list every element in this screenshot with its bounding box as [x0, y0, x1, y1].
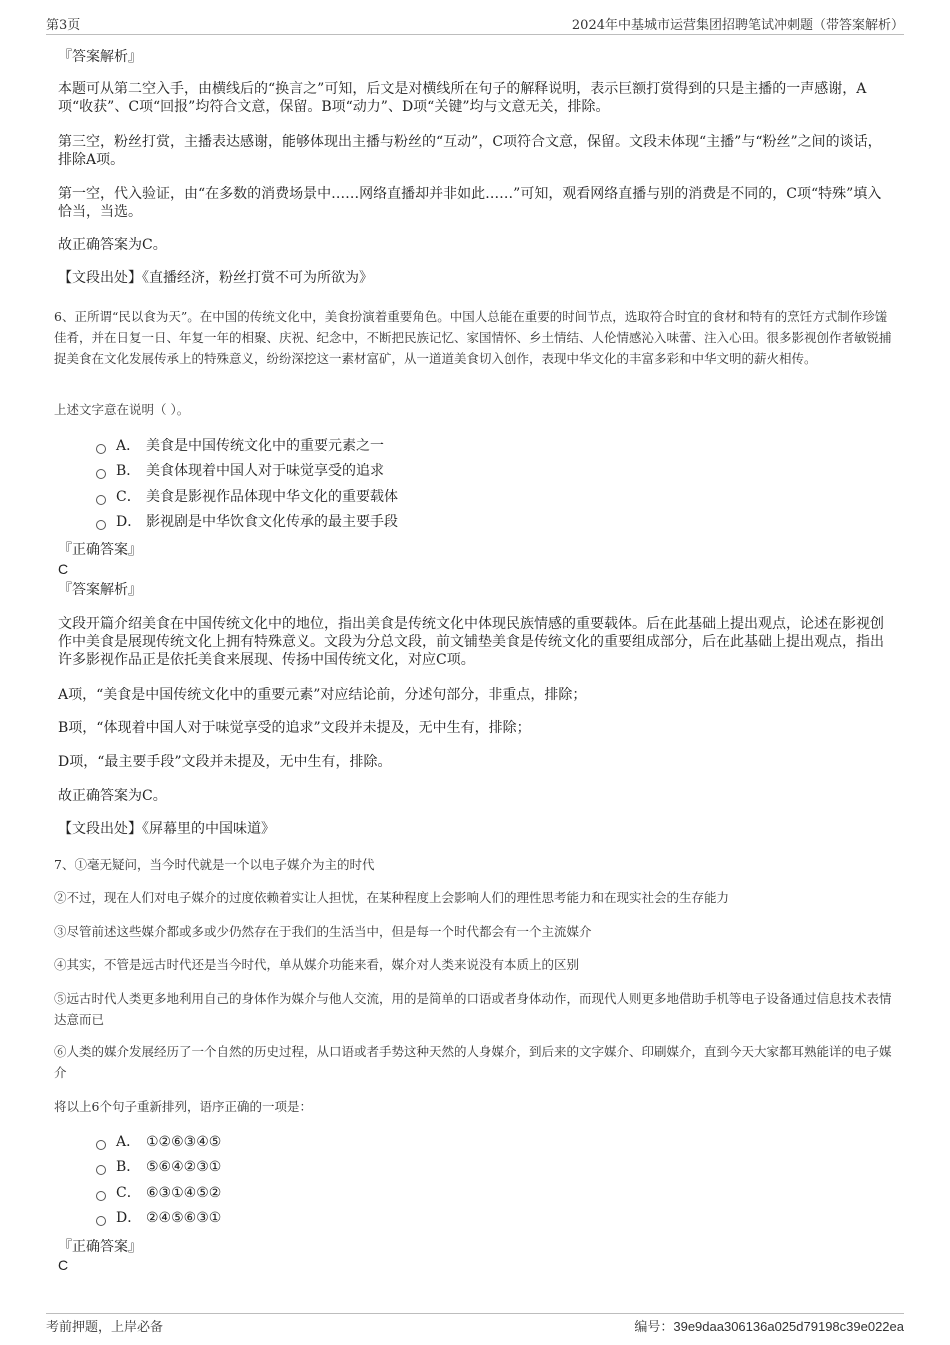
explain-paragraph: B项，“体现着中国人对于味觉享受的追求”文段并未提及，无中生有，排除；: [58, 720, 531, 736]
radio-icon[interactable]: [96, 1191, 106, 1201]
explain-conclusion: 故正确答案为C。: [58, 237, 167, 253]
question-7-sentence: ③尽管前述这些媒介都或多或少仍然存在于我们的生活当中，但是每一个时代都会有一个主流媒介: [54, 924, 592, 939]
explain-paragraph: D项，“最主要手段”文段并未提及，无中生有，排除。: [58, 754, 392, 770]
radio-icon[interactable]: [96, 495, 106, 505]
question-7-option-c[interactable]: C． ⑥③①④⑤②: [96, 1184, 221, 1202]
source-citation: 【文段出处】《屏幕里的中国味道》: [58, 821, 275, 837]
explain-label: 『答案解析』: [58, 582, 142, 598]
question-6-option-b[interactable]: B． 美食体现着中国人对于味觉享受的追求: [96, 462, 384, 480]
radio-icon[interactable]: [96, 469, 106, 479]
radio-icon[interactable]: [96, 1165, 106, 1175]
page-number: 第3页: [46, 18, 81, 33]
question-6-option-a[interactable]: A． 美食是中国传统文化中的重要元素之一: [96, 437, 384, 455]
answer-label: 『正确答案』: [58, 542, 142, 558]
radio-icon[interactable]: [96, 520, 106, 530]
question-7-option-a[interactable]: A． ①②⑥③④⑤: [96, 1133, 221, 1151]
question-7-sentence: ⑤远古时代人类更多地利用自己的身体作为媒介与他人交流，用的是简单的口语或者身体动作，而现代人则更多地借助手机等电子设备通过信息技术表情达意而已: [54, 991, 892, 1027]
footer-slogan: 考前押题，上岸必备: [46, 1320, 164, 1335]
answer-label: 『正确答案』: [58, 1239, 142, 1255]
document-title: 2024年中基城市运营集团招聘笔试冲刺题（带答案解析）: [571, 18, 904, 33]
radio-icon[interactable]: [96, 1140, 106, 1150]
question-7-sentence: ⑥人类的媒介发展经历了一个自然的历史过程，从口语或者手势这种天然的人身媒介，到后来的文字媒介、印刷媒介，直到今天大家都耳熟能详的电子媒介: [54, 1044, 892, 1080]
question-6-option-d[interactable]: D． 影视剧是中华饮食文化传承的最主要手段: [96, 513, 398, 531]
explain-paragraph: 第一空，代入验证，由“在多数的消费场景中……网络直播却并非如此……”可知，观看网络直播与别的消费是不同的，C项“特殊”填入恰当，当选。: [58, 186, 882, 220]
page-header: [46, 14, 904, 35]
explain-paragraph: 本题可从第二空入手，由横线后的“换言之”可知，后文是对横线所在句子的解释说明，表示巨额打赏得到的只是主播的一声感谢，A项“收获”、C项“回报”均符合文意，保留。B项“动力”、D项“关键”均与文意无关，排除。: [58, 81, 867, 115]
question-7-option-d[interactable]: D． ②④⑤⑥③①: [96, 1209, 221, 1227]
radio-icon[interactable]: [96, 444, 106, 454]
question-7-option-b[interactable]: B． ⑤⑥④②③①: [96, 1158, 221, 1176]
explain-paragraph: 第三空，粉丝打赏，主播表达感谢，能够体现出主播与粉丝的“互动”，C项符合文意，保留。文段未体现“主播”与“粉丝”之间的谈话，排除A项。: [58, 134, 882, 168]
source-citation: 【文段出处】《直播经济，粉丝打赏不可为所欲为》: [58, 270, 373, 286]
question-7-sentence: ②不过，现在人们对电子媒介的过度依赖着实让人担忧，在某种程度上会影响人们的理性思考能力和在现实社会的生存能力: [54, 890, 730, 905]
question-7-prompt: 将以上6个句子重新排列，语序正确的一项是：: [54, 1099, 312, 1114]
question-7-sentence: ④其实，不管是远古时代还是当今时代，单从媒介功能来看，媒介对人类来说没有本质上的区别: [54, 957, 580, 972]
explain-label: 『答案解析』: [58, 49, 142, 65]
document-code: 编号：39e9daa306136a025d79198c39e022ea: [634, 1319, 904, 1335]
question-6-option-c[interactable]: C． 美食是影视作品体现中华文化的重要载体: [96, 488, 398, 506]
radio-icon[interactable]: [96, 1216, 106, 1226]
question-7-sentence: 7、①毫无疑问，当今时代就是一个以电子媒介为主的时代: [54, 857, 375, 872]
question-6-text: 6、正所谓“民以食为天”。在中国的传统文化中，美食扮演着重要角色。中国人总能在重要的时间节点，选取符合时宜的食材和特有的烹饪方式制作珍馐佳肴，并在日复一日、年复一年的相聚、庆祝、纪念中，不断把民族记忆、家国情怀、乡土情结、人伦情感沁入味蕾、注入心田。很多影视创作者敏锐捕捉美食在文化发展传承上的特殊意义，纷纷深挖这一素材富矿，从一道道美食切入创作，表现中华文化的丰富多彩和中华文明的薪火相传。: [54, 309, 892, 366]
explain-conclusion: 故正确答案为C。: [58, 788, 167, 804]
correct-answer: C: [58, 561, 69, 577]
explain-paragraph: 文段开篇介绍美食在中国传统文化中的地位，指出美食是传统文化中体现民族情感的重要载体。后在此基础上提出观点，论述在影视创作中美食是展现传统文化上拥有特殊意义。文段为分总文段，前文铺垫美食是传统文化的重要组成部分，后在此基础上提出观点，指出许多影视作品正是依托美食来展现、传扬中国传统文化，对应C项。: [58, 616, 884, 668]
page-footer: [46, 1313, 904, 1336]
question-6-prompt: 上述文字意在说明（ ）。: [54, 402, 190, 417]
correct-answer: C: [58, 1257, 69, 1273]
explain-paragraph: A项，“美食是中国传统文化中的重要元素”对应结论前，分述句部分，非重点，排除；: [58, 687, 587, 703]
